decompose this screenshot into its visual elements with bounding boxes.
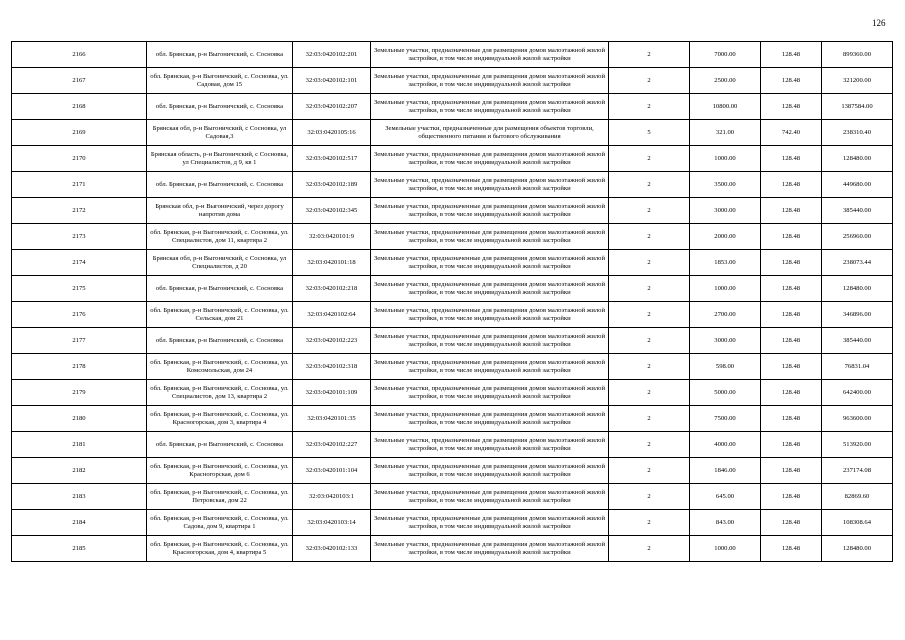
area-cell: 2000.00 (690, 224, 761, 250)
cadastral-value-cell: 256960.00 (822, 224, 893, 250)
cadastral-number-cell: 32:03:0420105:16 (293, 120, 371, 146)
cadastral-value-cell: 82869.60 (822, 484, 893, 510)
land-use-cell: Земельные участки, предназначенные для размещения домов малоэтажной жилой застройки, в том числе индивидуальной жилой застройки (371, 68, 609, 94)
area-cell: 1846.00 (690, 458, 761, 484)
address-cell: обл. Брянская, р-н Выгоничский, с. Сосновка (147, 432, 293, 458)
land-use-cell: Земельные участки, предназначенные для размещения домов малоэтажной жилой застройки, в том числе индивидуальной жилой застройки (371, 484, 609, 510)
row-number: 2175 (12, 276, 147, 302)
group-cell: 2 (609, 510, 690, 536)
group-cell: 2 (609, 406, 690, 432)
cadastral-number-cell: 32:03:0420102:64 (293, 302, 371, 328)
land-use-cell: Земельные участки, предназначенные для размещения домов малоэтажной жилой застройки, в том числе индивидуальной жилой застройки (371, 172, 609, 198)
cadastral-number-cell: 32:03:0420102:223 (293, 328, 371, 354)
specific-value-cell: 128.48 (761, 510, 822, 536)
cadastral-number-cell: 32:03:0420102:189 (293, 172, 371, 198)
specific-value-cell: 128.48 (761, 250, 822, 276)
area-cell: 5000.00 (690, 380, 761, 406)
cadastral-number-cell: 32:03:0420101:18 (293, 250, 371, 276)
land-use-cell: Земельные участки, предназначенные для размещения домов малоэтажной жилой застройки, в том числе индивидуальной жилой застройки (371, 432, 609, 458)
land-use-cell: Земельные участки, предназначенные для размещения домов малоэтажной жилой застройки, в том числе индивидуальной жилой застройки (371, 380, 609, 406)
specific-value-cell: 128.48 (761, 276, 822, 302)
table-row (12, 354, 893, 380)
cadastral-value-cell: 321200.00 (822, 68, 893, 94)
address-cell: обл. Брянская, р-н Выгоничский, с. Сосновка (147, 328, 293, 354)
land-use-cell: Земельные участки, предназначенные для размещения домов малоэтажной жилой застройки, в том числе индивидуальной жилой застройки (371, 250, 609, 276)
area-cell: 10800.00 (690, 94, 761, 120)
address-cell: обл. Брянская, р-н Выгоничский, с. Сосновка (147, 172, 293, 198)
address-cell: Брянская обл, р-н Выгоничский, через дорогу напротив дома (147, 198, 293, 224)
cadastral-number-cell: 32:03:0420102:318 (293, 354, 371, 380)
address-cell: Брянская область, р-н Выгоничский, с Сосновка, ул Специалистов, д 9, кв 1 (147, 146, 293, 172)
land-use-cell: Земельные участки, предназначенные для размещения домов малоэтажной жилой застройки, в том числе индивидуальной жилой застройки (371, 224, 609, 250)
area-cell: 4000.00 (690, 432, 761, 458)
cadastral-number-cell: 32:03:0420102:227 (293, 432, 371, 458)
cadastral-value-cell: 238073.44 (822, 250, 893, 276)
address-cell: обл. Брянская, р-н Выгоничский, с. Сосновка, ул. Петровская, дом 22 (147, 484, 293, 510)
cadastral-value-cell: 513920.00 (822, 432, 893, 458)
specific-value-cell: 128.48 (761, 328, 822, 354)
cadastral-value-cell: 449680.00 (822, 172, 893, 198)
row-number: 2174 (12, 250, 147, 276)
specific-value-cell: 128.48 (761, 302, 822, 328)
table-row (12, 120, 893, 146)
row-number: 2173 (12, 224, 147, 250)
row-number: 2185 (12, 536, 147, 562)
cadastral-number-cell: 32:03:0420102:201 (293, 42, 371, 68)
address-cell: обл. Брянская, р-н Выгоничский, с. Сосновка, ул. Специалистов, дом 13, квартира 2 (147, 380, 293, 406)
group-cell: 2 (609, 302, 690, 328)
table-row (12, 42, 893, 68)
group-cell: 2 (609, 94, 690, 120)
specific-value-cell: 128.48 (761, 224, 822, 250)
land-use-cell: Земельные участки, предназначенные для размещения домов малоэтажной жилой застройки, в том числе индивидуальной жилой застройки (371, 276, 609, 302)
table-row (12, 276, 893, 302)
group-cell: 2 (609, 380, 690, 406)
row-number: 2183 (12, 484, 147, 510)
row-number: 2184 (12, 510, 147, 536)
land-use-cell: Земельные участки, предназначенные для размещения домов малоэтажной жилой застройки, в том числе индивидуальной жилой застройки (371, 406, 609, 432)
address-cell: обл. Брянская, р-н Выгоничский, с. Сосновка (147, 276, 293, 302)
specific-value-cell: 128.48 (761, 42, 822, 68)
group-cell: 2 (609, 432, 690, 458)
table-row (12, 172, 893, 198)
group-cell: 2 (609, 42, 690, 68)
land-use-cell: Земельные участки, предназначенные для размещения домов малоэтажной жилой застройки, в том числе индивидуальной жилой застройки (371, 198, 609, 224)
address-cell: обл. Брянская, р-н Выгоничский, с. Сосновка, ул. Садова, дом 9, квартира 1 (147, 510, 293, 536)
area-cell: 1000.00 (690, 146, 761, 172)
land-use-cell: Земельные участки, предназначенные для размещения домов малоэтажной жилой застройки, в том числе индивидуальной жилой застройки (371, 94, 609, 120)
address-cell: обл. Брянская, р-н Выгоничский, с. Сосновка, ул. Красногорская, дом 4, квартира 5 (147, 536, 293, 562)
cadastral-number-cell: 32:03:0420102:133 (293, 536, 371, 562)
row-number: 2181 (12, 432, 147, 458)
area-cell: 645.00 (690, 484, 761, 510)
table-row (12, 328, 893, 354)
cadastral-number-cell: 32:03:0420102:345 (293, 198, 371, 224)
group-cell: 2 (609, 224, 690, 250)
table-row (12, 198, 893, 224)
address-cell: обл. Брянская, р-н Выгоничский, с. Сосновка, ул. Комсомольская, дом 24 (147, 354, 293, 380)
specific-value-cell: 128.48 (761, 380, 822, 406)
land-use-cell: Земельные участки, предназначенные для размещения домов малоэтажной жилой застройки, в том числе индивидуальной жилой застройки (371, 458, 609, 484)
specific-value-cell: 742.40 (761, 120, 822, 146)
land-use-cell: Земельные участки, предназначенные для размещения домов малоэтажной жилой застройки, в том числе индивидуальной жилой застройки (371, 42, 609, 68)
group-cell: 2 (609, 354, 690, 380)
address-cell: обл. Брянская, р-н Выгоничский, с. Сосновка, ул. Садовая, дом 15 (147, 68, 293, 94)
table-row (12, 68, 893, 94)
address-cell: Брянская обл, р-н Выгоничский, с Сосновка, ул Садовая,3 (147, 120, 293, 146)
group-cell: 2 (609, 250, 690, 276)
table-row (12, 484, 893, 510)
specific-value-cell: 128.48 (761, 198, 822, 224)
land-use-cell: Земельные участки, предназначенные для размещения объектов торговли, общественного питания и бытового обслуживания (371, 120, 609, 146)
land-use-cell: Земельные участки, предназначенные для размещения домов малоэтажной жилой застройки, в том числе индивидуальной жилой застройки (371, 510, 609, 536)
table-row (12, 94, 893, 120)
cadastral-number-cell: 32:03:0420103:14 (293, 510, 371, 536)
row-number: 2178 (12, 354, 147, 380)
specific-value-cell: 128.48 (761, 94, 822, 120)
table-row (12, 224, 893, 250)
group-cell: 2 (609, 198, 690, 224)
row-number: 2179 (12, 380, 147, 406)
table-row (12, 146, 893, 172)
address-cell: обл. Брянская, р-н Выгоничский, с. Сосновка, ул. Красногорская, дом 3, квартира 4 (147, 406, 293, 432)
table-row (12, 406, 893, 432)
row-number: 2180 (12, 406, 147, 432)
area-cell: 2700.00 (690, 302, 761, 328)
cadastral-number-cell: 32:03:0420102:517 (293, 146, 371, 172)
group-cell: 2 (609, 328, 690, 354)
specific-value-cell: 128.48 (761, 458, 822, 484)
specific-value-cell: 128.48 (761, 406, 822, 432)
cadastral-number-cell: 32:03:0420101:109 (293, 380, 371, 406)
group-cell: 2 (609, 172, 690, 198)
cadastral-value-cell: 238310.40 (822, 120, 893, 146)
land-use-cell: Земельные участки, предназначенные для размещения домов малоэтажной жилой застройки, в том числе индивидуальной жилой застройки (371, 146, 609, 172)
cadastral-value-cell: 1387584.00 (822, 94, 893, 120)
cadastral-value-cell: 237174.08 (822, 458, 893, 484)
specific-value-cell: 128.48 (761, 484, 822, 510)
cadastral-number-cell: 32:03:0420102:218 (293, 276, 371, 302)
group-cell: 5 (609, 120, 690, 146)
row-number: 2166 (12, 42, 147, 68)
area-cell: 2500.00 (690, 68, 761, 94)
address-cell: обл. Брянская, р-н Выгоничский, с. Сосновка, ул. Красногорская, дом 6 (147, 458, 293, 484)
area-cell: 1853.00 (690, 250, 761, 276)
specific-value-cell: 128.48 (761, 68, 822, 94)
group-cell: 2 (609, 536, 690, 562)
address-cell: обл. Брянская, р-н Выгоничский, с. Сосновка, ул. Специалистов, дом 11, квартира 2 (147, 224, 293, 250)
address-cell: обл. Брянская, р-н Выгоничский, с. Сосновка (147, 42, 293, 68)
land-use-cell: Земельные участки, предназначенные для размещения домов малоэтажной жилой застройки, в том числе индивидуальной жилой застройки (371, 302, 609, 328)
table-row (12, 510, 893, 536)
area-cell: 3500.00 (690, 172, 761, 198)
address-cell: обл. Брянская, р-н Выгоничский, с. Сосновка (147, 94, 293, 120)
cadastral-value-cell: 385440.00 (822, 328, 893, 354)
cadastral-value-cell: 128480.00 (822, 276, 893, 302)
row-number: 2170 (12, 146, 147, 172)
row-number: 2171 (12, 172, 147, 198)
cadastral-number-cell: 32:03:0420102:101 (293, 68, 371, 94)
area-cell: 3000.00 (690, 328, 761, 354)
cadastral-number-cell: 32:03:0420101:9 (293, 224, 371, 250)
area-cell: 7500.00 (690, 406, 761, 432)
specific-value-cell: 128.48 (761, 146, 822, 172)
specific-value-cell: 128.48 (761, 354, 822, 380)
land-use-cell: Земельные участки, предназначенные для размещения домов малоэтажной жилой застройки, в том числе индивидуальной жилой застройки (371, 536, 609, 562)
area-cell: 3000.00 (690, 198, 761, 224)
row-number: 2177 (12, 328, 147, 354)
cadastral-number-cell: 32:03:0420103:1 (293, 484, 371, 510)
area-cell: 843.00 (690, 510, 761, 536)
cadastral-number-cell: 32:03:0420101:104 (293, 458, 371, 484)
table-row (12, 458, 893, 484)
area-cell: 1000.00 (690, 276, 761, 302)
row-number: 2176 (12, 302, 147, 328)
area-cell: 7000.00 (690, 42, 761, 68)
group-cell: 2 (609, 276, 690, 302)
address-cell: обл. Брянская, р-н Выгоничский, с. Сосновка, ул. Сельская, дом 21 (147, 302, 293, 328)
cadastral-value-cell: 346896.00 (822, 302, 893, 328)
cadastral-value-cell: 385440.00 (822, 198, 893, 224)
row-number: 2167 (12, 68, 147, 94)
page-number: 126 (872, 18, 886, 28)
cadastral-value-table (11, 41, 893, 562)
cadastral-value-cell: 108308.64 (822, 510, 893, 536)
cadastral-value-cell: 128480.00 (822, 146, 893, 172)
table-row (12, 432, 893, 458)
specific-value-cell: 128.48 (761, 172, 822, 198)
row-number: 2168 (12, 94, 147, 120)
area-cell: 321.00 (690, 120, 761, 146)
specific-value-cell: 128.48 (761, 536, 822, 562)
row-number: 2172 (12, 198, 147, 224)
table-row (12, 536, 893, 562)
group-cell: 2 (609, 146, 690, 172)
table-row (12, 380, 893, 406)
cadastral-value-cell: 899360.00 (822, 42, 893, 68)
row-number: 2182 (12, 458, 147, 484)
group-cell: 2 (609, 458, 690, 484)
land-use-cell: Земельные участки, предназначенные для размещения домов малоэтажной жилой застройки, в том числе индивидуальной жилой застройки (371, 328, 609, 354)
cadastral-value-cell: 963600.00 (822, 406, 893, 432)
row-number: 2169 (12, 120, 147, 146)
table-row (12, 302, 893, 328)
cadastral-value-cell: 76831.04 (822, 354, 893, 380)
group-cell: 2 (609, 484, 690, 510)
table-row (12, 250, 893, 276)
area-cell: 598.00 (690, 354, 761, 380)
cadastral-number-cell: 32:03:0420102:207 (293, 94, 371, 120)
group-cell: 2 (609, 68, 690, 94)
cadastral-number-cell: 32:03:0420101:35 (293, 406, 371, 432)
cadastral-value-cell: 642400.00 (822, 380, 893, 406)
area-cell: 1000.00 (690, 536, 761, 562)
address-cell: Брянская обл, р-н Выгоничский, с Сосновка, ул Специалистов, д 20 (147, 250, 293, 276)
land-use-cell: Земельные участки, предназначенные для размещения домов малоэтажной жилой застройки, в том числе индивидуальной жилой застройки (371, 354, 609, 380)
cadastral-value-cell: 128480.00 (822, 536, 893, 562)
specific-value-cell: 128.48 (761, 432, 822, 458)
